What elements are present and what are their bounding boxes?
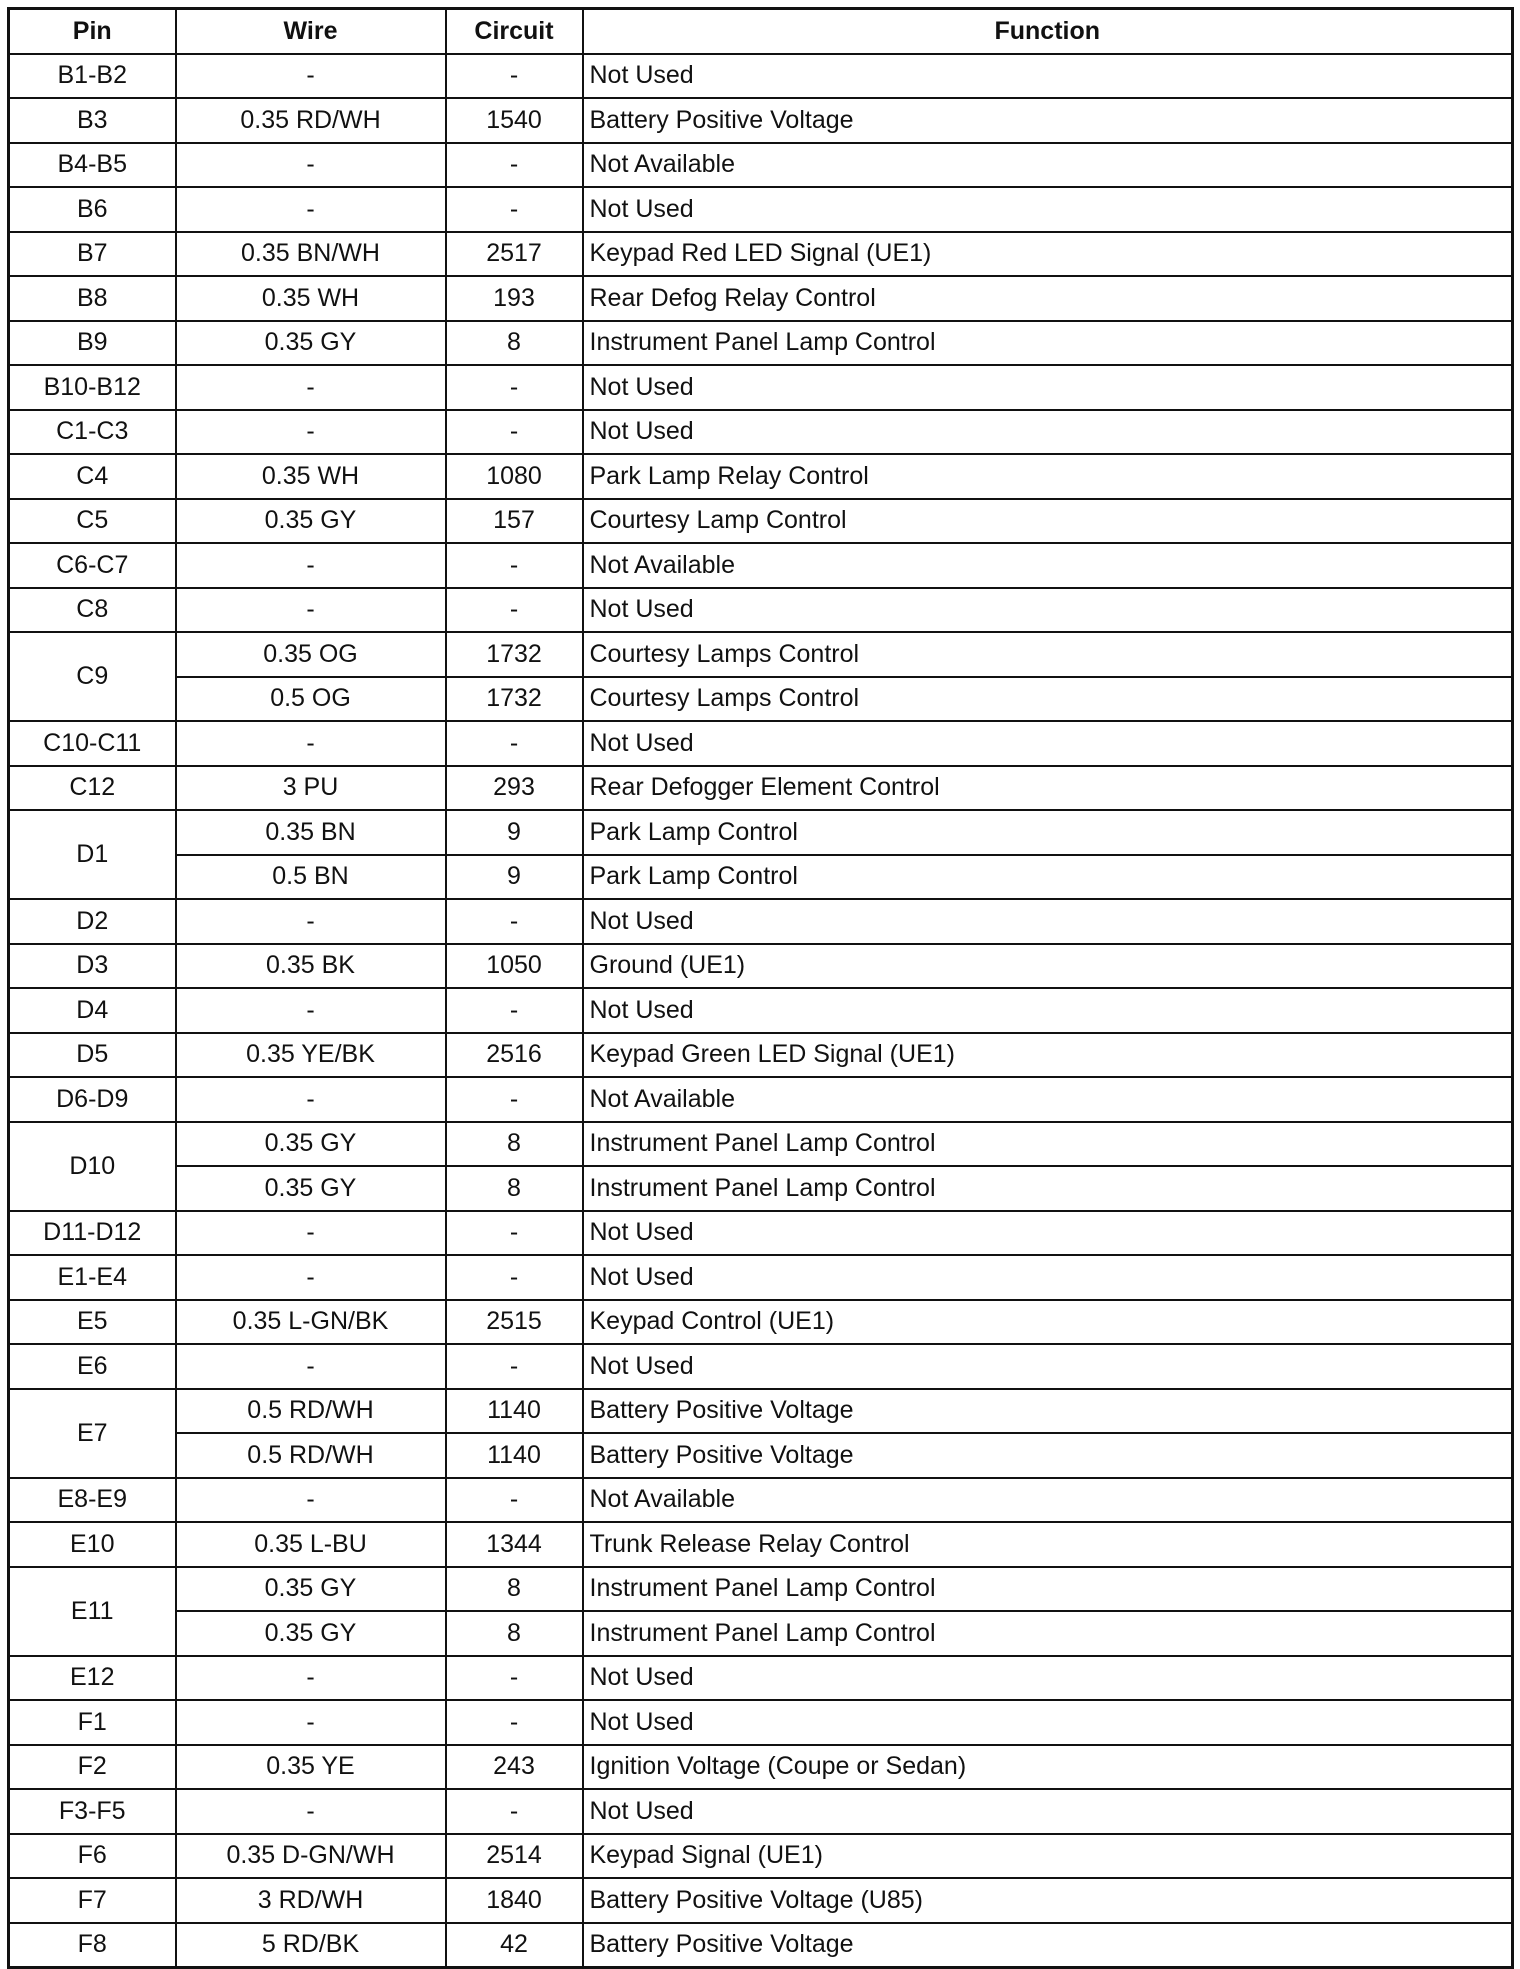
function-cell: Not Available: [583, 143, 1513, 188]
wire-cell: -: [176, 1656, 446, 1701]
table-row: [9, 944, 1513, 989]
circuit-cell: 193: [446, 276, 583, 321]
circuit-cell: -: [446, 187, 583, 232]
table-row: [9, 1300, 1513, 1345]
function-cell: Park Lamp Control: [583, 810, 1513, 855]
pin-cell: B4-B5: [9, 143, 176, 188]
table-row: [9, 1166, 1513, 1211]
circuit-cell: 293: [446, 766, 583, 811]
function-cell: Instrument Panel Lamp Control: [583, 321, 1513, 366]
wire-cell: 0.35 OG: [176, 632, 446, 677]
pin-cell: B10-B12: [9, 365, 176, 410]
table-row: [9, 143, 1513, 188]
table-row: [9, 1522, 1513, 1567]
circuit-cell: 1732: [446, 677, 583, 722]
table-row: [9, 1033, 1513, 1078]
function-cell: Not Used: [583, 410, 1513, 455]
pin-cell: C12: [9, 766, 176, 811]
pin-cell: F3-F5: [9, 1789, 176, 1834]
function-cell: Keypad Control (UE1): [583, 1300, 1513, 1345]
table-row: [9, 276, 1513, 321]
table-row: [9, 588, 1513, 633]
table-row: [9, 899, 1513, 944]
wire-cell: 0.5 RD/WH: [176, 1389, 446, 1434]
pin-cell: D4: [9, 988, 176, 1033]
pin-cell: F2: [9, 1745, 176, 1790]
function-cell: Not Used: [583, 1211, 1513, 1256]
wire-cell: 0.5 OG: [176, 677, 446, 722]
wire-cell: 0.35 WH: [176, 276, 446, 321]
table-row: [9, 1567, 1513, 1612]
pin-cell: E10: [9, 1522, 176, 1567]
wire-cell: 0.35 GY: [176, 1567, 446, 1612]
function-cell: Rear Defog Relay Control: [583, 276, 1513, 321]
circuit-cell: 8: [446, 1122, 583, 1167]
wire-cell: 3 PU: [176, 766, 446, 811]
pin-cell: C6-C7: [9, 543, 176, 588]
table-row: [9, 98, 1513, 143]
wire-cell: -: [176, 1211, 446, 1256]
table-row: [9, 1478, 1513, 1523]
pin-cell: F1: [9, 1700, 176, 1745]
table-row: [9, 766, 1513, 811]
pin-cell: E1-E4: [9, 1255, 176, 1300]
circuit-cell: -: [446, 543, 583, 588]
circuit-cell: -: [446, 143, 583, 188]
circuit-cell: 243: [446, 1745, 583, 1790]
circuit-cell: -: [446, 1478, 583, 1523]
circuit-cell: -: [446, 899, 583, 944]
circuit-cell: 9: [446, 855, 583, 900]
circuit-cell: -: [446, 54, 583, 99]
wire-cell: -: [176, 1700, 446, 1745]
circuit-cell: 9: [446, 810, 583, 855]
function-cell: Battery Positive Voltage: [583, 1389, 1513, 1434]
function-cell: Instrument Panel Lamp Control: [583, 1611, 1513, 1656]
header-wire: Wire: [176, 9, 446, 54]
circuit-cell: -: [446, 1211, 583, 1256]
pin-cell: D3: [9, 944, 176, 989]
pin-cell: C5: [9, 499, 176, 544]
wire-cell: -: [176, 1255, 446, 1300]
circuit-cell: 8: [446, 1166, 583, 1211]
pin-cell: D1: [9, 810, 176, 899]
circuit-cell: 1050: [446, 944, 583, 989]
table-row: [9, 855, 1513, 900]
table-row: [9, 365, 1513, 410]
function-cell: Not Available: [583, 1077, 1513, 1122]
pin-cell: C1-C3: [9, 410, 176, 455]
function-cell: Not Used: [583, 1656, 1513, 1701]
pin-cell: E6: [9, 1344, 176, 1389]
circuit-cell: 1732: [446, 632, 583, 677]
header-row: [9, 9, 1513, 54]
table-row: [9, 321, 1513, 366]
table-row: [9, 632, 1513, 677]
wire-cell: 0.35 BN: [176, 810, 446, 855]
table-row: [9, 677, 1513, 722]
wire-cell: 0.35 RD/WH: [176, 98, 446, 143]
header-pin: Pin: [9, 9, 176, 54]
circuit-cell: 8: [446, 321, 583, 366]
wire-cell: -: [176, 1478, 446, 1523]
circuit-cell: 2514: [446, 1834, 583, 1879]
function-cell: Instrument Panel Lamp Control: [583, 1166, 1513, 1211]
wire-cell: 0.35 WH: [176, 454, 446, 499]
pin-cell: D10: [9, 1122, 176, 1211]
pin-cell: B8: [9, 276, 176, 321]
table-row: [9, 1122, 1513, 1167]
table-row: [9, 1611, 1513, 1656]
pin-cell: E11: [9, 1567, 176, 1656]
circuit-cell: -: [446, 410, 583, 455]
circuit-cell: 1080: [446, 454, 583, 499]
wire-cell: 0.35 YE/BK: [176, 1033, 446, 1078]
pin-cell: F8: [9, 1923, 176, 1968]
function-cell: Not Used: [583, 187, 1513, 232]
wire-cell: 0.35 BK: [176, 944, 446, 989]
pin-cell: E5: [9, 1300, 176, 1345]
pin-cell: F6: [9, 1834, 176, 1879]
function-cell: Not Used: [583, 899, 1513, 944]
pin-cell: C10-C11: [9, 721, 176, 766]
wire-cell: 0.35 YE: [176, 1745, 446, 1790]
wire-cell: 0.35 D-GN/WH: [176, 1834, 446, 1879]
table-body: [9, 54, 1513, 1968]
table-header: [9, 9, 1513, 54]
wire-cell: -: [176, 543, 446, 588]
function-cell: Rear Defogger Element Control: [583, 766, 1513, 811]
table-row: [9, 54, 1513, 99]
table-row: [9, 454, 1513, 499]
wire-cell: 5 RD/BK: [176, 1923, 446, 1968]
circuit-cell: -: [446, 1077, 583, 1122]
table-row: [9, 499, 1513, 544]
wire-cell: -: [176, 365, 446, 410]
wire-cell: -: [176, 588, 446, 633]
pin-cell: B9: [9, 321, 176, 366]
wire-cell: 0.35 GY: [176, 321, 446, 366]
circuit-cell: 1344: [446, 1522, 583, 1567]
function-cell: Battery Positive Voltage: [583, 1433, 1513, 1478]
function-cell: Keypad Green LED Signal (UE1): [583, 1033, 1513, 1078]
circuit-cell: 8: [446, 1567, 583, 1612]
circuit-cell: 1140: [446, 1433, 583, 1478]
table-row: [9, 410, 1513, 455]
function-cell: Not Used: [583, 54, 1513, 99]
pin-cell: B7: [9, 232, 176, 277]
function-cell: Ignition Voltage (Coupe or Sedan): [583, 1745, 1513, 1790]
pin-cell: F7: [9, 1878, 176, 1923]
function-cell: Not Used: [583, 1700, 1513, 1745]
wire-cell: 0.35 BN/WH: [176, 232, 446, 277]
wire-cell: -: [176, 187, 446, 232]
function-cell: Not Available: [583, 543, 1513, 588]
wire-cell: -: [176, 721, 446, 766]
table-row: [9, 1656, 1513, 1701]
circuit-cell: -: [446, 1700, 583, 1745]
function-cell: Instrument Panel Lamp Control: [583, 1122, 1513, 1167]
wire-cell: -: [176, 143, 446, 188]
function-cell: Not Used: [583, 721, 1513, 766]
header-function: Function: [583, 9, 1513, 54]
table-row: [9, 187, 1513, 232]
pin-cell: E7: [9, 1389, 176, 1478]
function-cell: Not Used: [583, 1344, 1513, 1389]
function-cell: Keypad Red LED Signal (UE1): [583, 232, 1513, 277]
table-row: [9, 1700, 1513, 1745]
table-row: [9, 1923, 1513, 1968]
circuit-cell: -: [446, 365, 583, 410]
pin-cell: B6: [9, 187, 176, 232]
pin-cell: E12: [9, 1656, 176, 1701]
wire-cell: -: [176, 1077, 446, 1122]
table-row: [9, 1077, 1513, 1122]
pin-cell: B1-B2: [9, 54, 176, 99]
wire-cell: -: [176, 1789, 446, 1834]
wire-cell: 0.5 BN: [176, 855, 446, 900]
function-cell: Not Used: [583, 1255, 1513, 1300]
pin-cell: D6-D9: [9, 1077, 176, 1122]
circuit-cell: 2515: [446, 1300, 583, 1345]
function-cell: Battery Positive Voltage (U85): [583, 1878, 1513, 1923]
pin-cell: C4: [9, 454, 176, 499]
function-cell: Park Lamp Relay Control: [583, 454, 1513, 499]
table-row: [9, 1878, 1513, 1923]
wire-cell: -: [176, 54, 446, 99]
wire-cell: 0.35 GY: [176, 1166, 446, 1211]
function-cell: Battery Positive Voltage: [583, 98, 1513, 143]
circuit-cell: -: [446, 1789, 583, 1834]
pin-cell: E8-E9: [9, 1478, 176, 1523]
table-row: [9, 1211, 1513, 1256]
wire-cell: 0.35 L-BU: [176, 1522, 446, 1567]
circuit-cell: 1840: [446, 1878, 583, 1923]
circuit-cell: 2516: [446, 1033, 583, 1078]
circuit-cell: -: [446, 1656, 583, 1701]
circuit-cell: 8: [446, 1611, 583, 1656]
function-cell: Not Used: [583, 988, 1513, 1033]
circuit-cell: -: [446, 988, 583, 1033]
function-cell: Trunk Release Relay Control: [583, 1522, 1513, 1567]
function-cell: Park Lamp Control: [583, 855, 1513, 900]
function-cell: Not Used: [583, 365, 1513, 410]
circuit-cell: 157: [446, 499, 583, 544]
pin-cell: D11-D12: [9, 1211, 176, 1256]
circuit-cell: -: [446, 1344, 583, 1389]
circuit-cell: 42: [446, 1923, 583, 1968]
connector-pinout-table: [7, 7, 1514, 1969]
table-row: [9, 1433, 1513, 1478]
function-cell: Courtesy Lamps Control: [583, 632, 1513, 677]
wire-cell: 0.35 GY: [176, 1611, 446, 1656]
pin-cell: C9: [9, 632, 176, 721]
table-row: [9, 810, 1513, 855]
table-row: [9, 1789, 1513, 1834]
pin-cell: D5: [9, 1033, 176, 1078]
function-cell: Instrument Panel Lamp Control: [583, 1567, 1513, 1612]
function-cell: Ground (UE1): [583, 944, 1513, 989]
circuit-cell: -: [446, 721, 583, 766]
wire-cell: 0.35 GY: [176, 499, 446, 544]
wire-cell: -: [176, 988, 446, 1033]
wire-cell: -: [176, 1344, 446, 1389]
function-cell: Courtesy Lamps Control: [583, 677, 1513, 722]
circuit-cell: 2517: [446, 232, 583, 277]
table-row: [9, 543, 1513, 588]
wire-cell: -: [176, 899, 446, 944]
table-row: [9, 232, 1513, 277]
pin-cell: B3: [9, 98, 176, 143]
circuit-cell: -: [446, 588, 583, 633]
function-cell: Not Used: [583, 588, 1513, 633]
table-row: [9, 1344, 1513, 1389]
table-row: [9, 1745, 1513, 1790]
circuit-cell: -: [446, 1255, 583, 1300]
function-cell: Courtesy Lamp Control: [583, 499, 1513, 544]
wire-cell: 3 RD/WH: [176, 1878, 446, 1923]
table-row: [9, 721, 1513, 766]
table-row: [9, 988, 1513, 1033]
function-cell: Not Available: [583, 1478, 1513, 1523]
table-row: [9, 1834, 1513, 1879]
wire-cell: 0.35 L-GN/BK: [176, 1300, 446, 1345]
table-row: [9, 1389, 1513, 1434]
function-cell: Not Used: [583, 1789, 1513, 1834]
function-cell: Battery Positive Voltage: [583, 1923, 1513, 1968]
pin-cell: C8: [9, 588, 176, 633]
table-row: [9, 1255, 1513, 1300]
wire-cell: 0.35 GY: [176, 1122, 446, 1167]
circuit-cell: 1540: [446, 98, 583, 143]
function-cell: Keypad Signal (UE1): [583, 1834, 1513, 1879]
wire-cell: 0.5 RD/WH: [176, 1433, 446, 1478]
header-circuit: Circuit: [446, 9, 583, 54]
circuit-cell: 1140: [446, 1389, 583, 1434]
pin-cell: D2: [9, 899, 176, 944]
wire-cell: -: [176, 410, 446, 455]
